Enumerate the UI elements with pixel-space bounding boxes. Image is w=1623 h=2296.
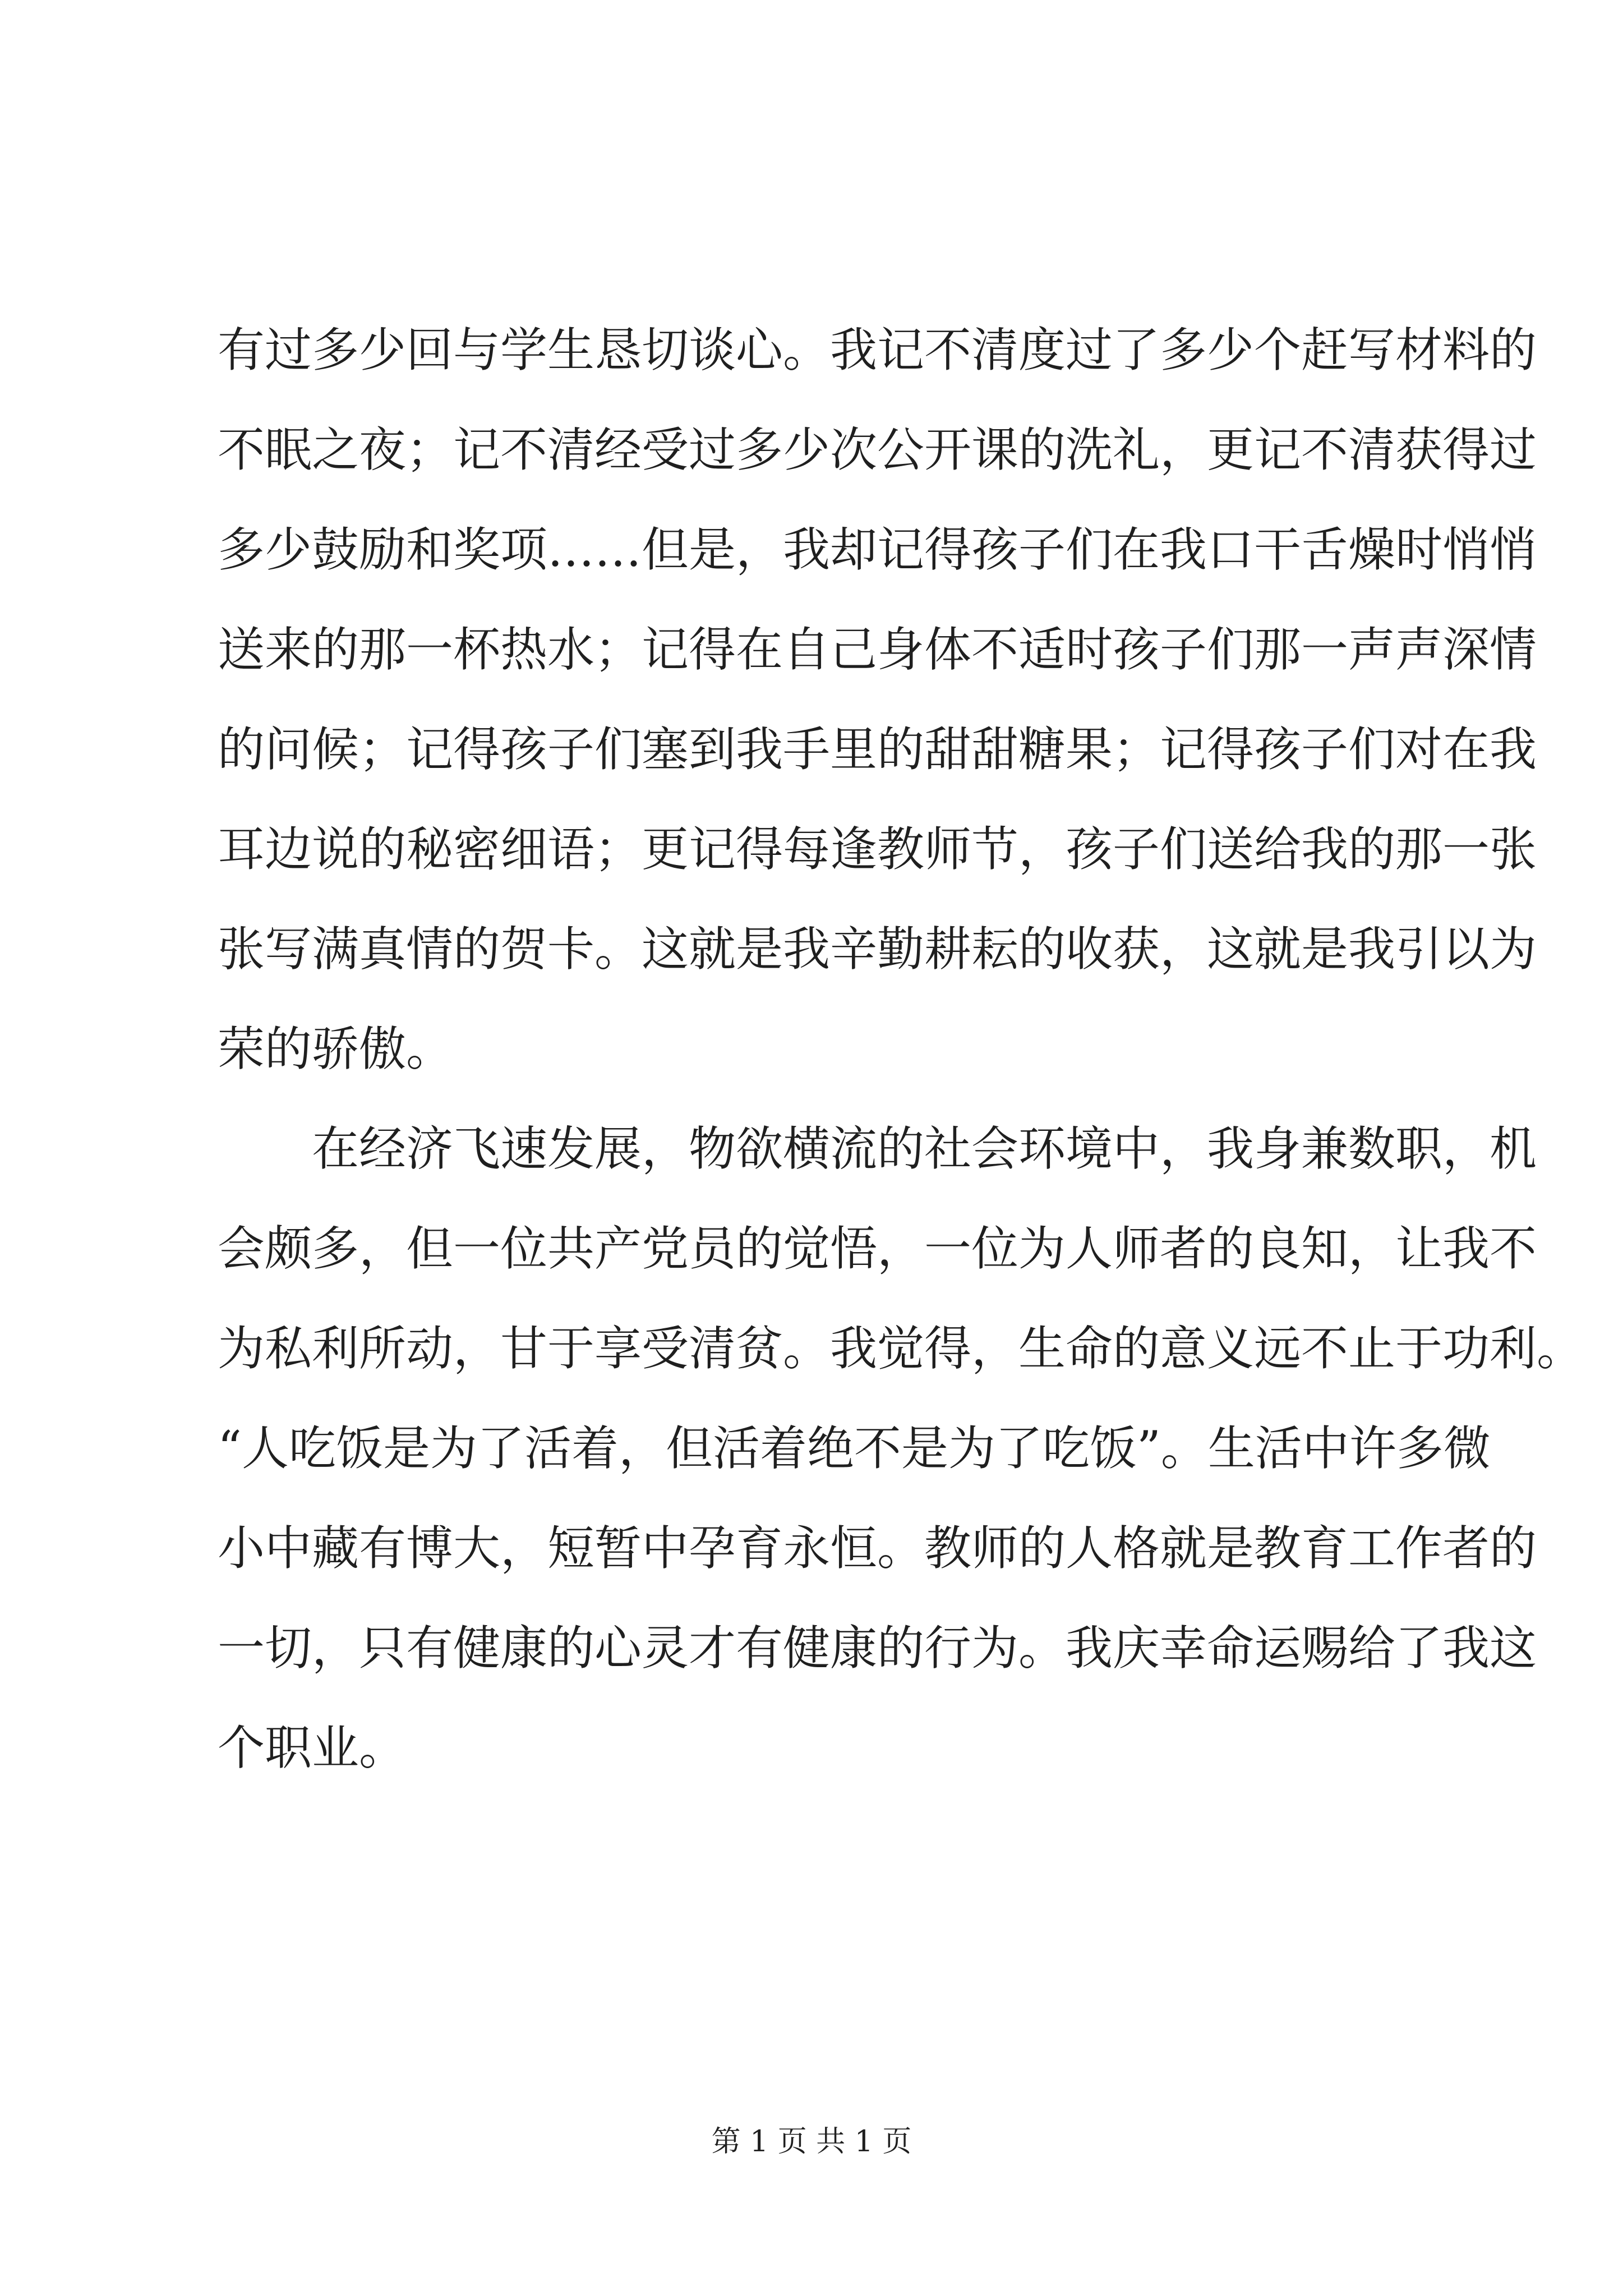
text-line: 不眠之夜；记不清经受过多少次公开课的洗礼，更记不清获得过	[218, 422, 1537, 477]
page-number-footer: 第 1 页 共 1 页	[711, 2125, 912, 2159]
text-line: 的问候；记得孩子们塞到我手里的甜甜糖果；记得孩子们对在我	[218, 722, 1537, 777]
text-line: 小中藏有博大，短暂中孕育永恒。教师的人格就是教育工作者的	[218, 1521, 1537, 1576]
text-line: 会颇多，但一位共产党员的觉悟，一位为人师者的良知，让我不	[218, 1221, 1537, 1276]
text-line: 送来的那一杯热水；记得在自己身体不适时孩子们那一声声深情	[218, 622, 1537, 677]
text-line: 张写满真情的贺卡。这就是我辛勤耕耘的收获，这就是我引以为	[218, 922, 1537, 977]
text-line: 在经济飞速发展，物欲横流的社会环境中，我身兼数职，机	[218, 1121, 1537, 1176]
text-line: 为私利所动，甘于享受清贫。我觉得，生命的意义远不止于功利。	[218, 1321, 1584, 1376]
text-line: 个职业。	[218, 1720, 407, 1775]
body-text	[218, 300, 1584, 1798]
text-line: “人吃饭是为了活着，但活着绝不是为了吃饭”。生活中许多微	[218, 1421, 1491, 1476]
text-line: 耳边说的秘密细语；更记得每逢教师节，孩子们送给我的那一张	[218, 822, 1537, 877]
text-line: 多少鼓励和奖项……但是，我却记得孩子们在我口干舌燥时悄悄	[218, 522, 1537, 577]
text-line: 有过多少回与学生恳切谈心。我记不清度过了多少个赶写材料的	[218, 323, 1537, 378]
text-line: 荣的骄傲。	[218, 1022, 454, 1076]
text-line: 一切，只有健康的心灵才有健康的行为。我庆幸命运赐给了我这	[218, 1621, 1537, 1676]
